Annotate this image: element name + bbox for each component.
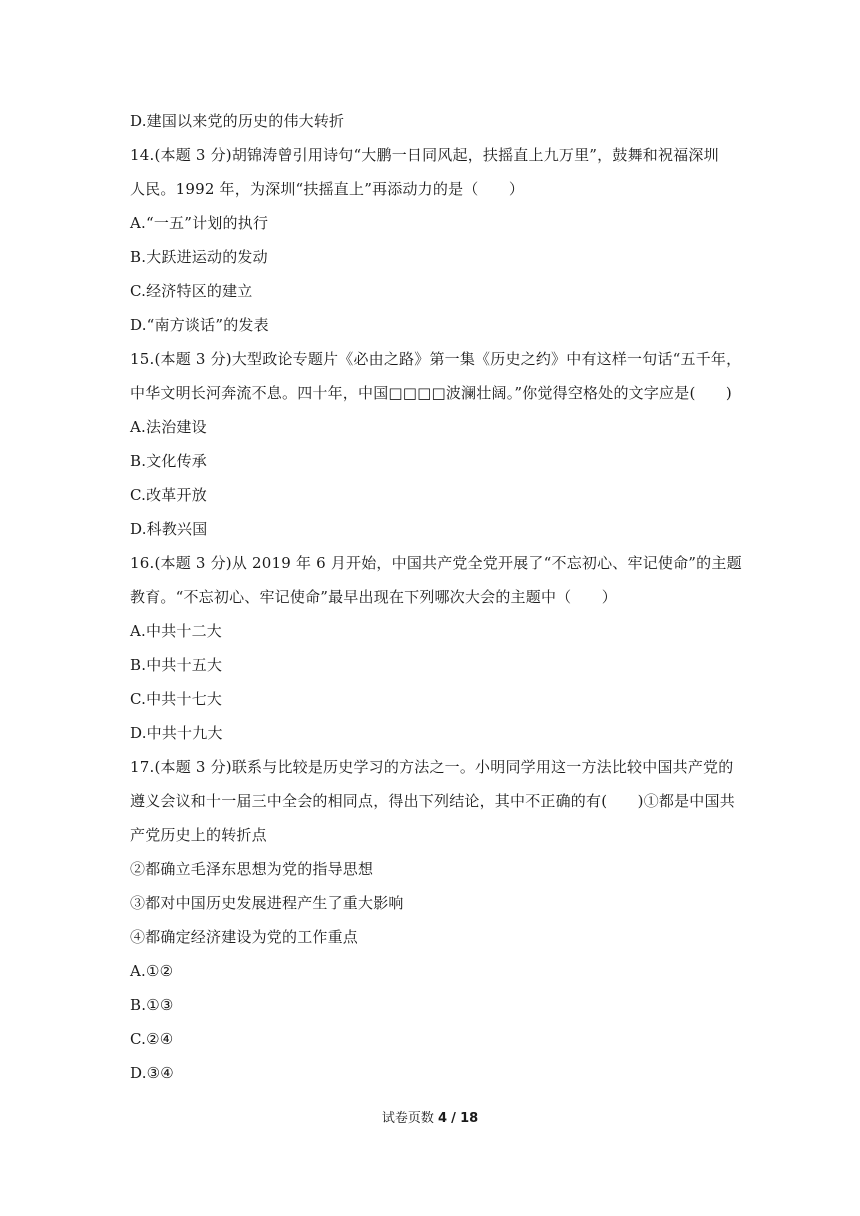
page-footer — [0, 1110, 860, 1128]
question-17-statement-4: ④都确定经济建设为党的工作重点 — [130, 928, 359, 946]
question-17-stem-line-1: 17.(本题 3 分)联系与比较是历史学习的方法之一。小明同学用这一方法比较中国共产党的 — [130, 758, 734, 776]
question-16-stem-line-1: 16.(本题 3 分)从 2019 年 6 月开始，中国共产党全党开展了“不忘初心、牢记使命”的主题 — [130, 554, 742, 572]
option-14-a: A.“一五”计划的执行 — [130, 214, 269, 232]
option-13-d: D.建国以来党的历史的伟大转折 — [130, 112, 345, 130]
footer-page-total: 18 — [460, 1111, 479, 1126]
option-16-b: B.中共十五大 — [130, 656, 223, 674]
option-14-b: B.大跃进运动的发动 — [130, 248, 268, 266]
option-14-c: C.经济特区的建立 — [130, 282, 253, 300]
option-16-a: A.中共十二大 — [130, 622, 223, 640]
footer-label: 试卷页数 — [381, 1111, 434, 1126]
option-15-b: B.文化传承 — [130, 452, 207, 470]
option-17-a: A.①② — [130, 962, 174, 980]
footer-page-current: 4 — [437, 1111, 448, 1126]
question-17-statement-3: ③都对中国历史发展进程产生了重大影响 — [130, 894, 404, 912]
question-17-stem-line-3: 产党历史上的转折点 — [130, 826, 267, 844]
footer-page-separator: / — [451, 1111, 456, 1126]
question-14-stem-line-2: 人民。1992 年，为深圳“扶摇直上”再添动力的是（ ） — [130, 180, 525, 198]
option-17-d: D.③④ — [130, 1064, 174, 1082]
option-16-c: C.中共十七大 — [130, 690, 223, 708]
question-15-stem-line-2: 中华文明长河奔流不息。四十年，中国□□□□波澜壮阔。”你觉得空格处的文字应是( ) — [130, 384, 732, 402]
option-14-d: D.“南方谈话”的发表 — [130, 316, 269, 334]
option-15-d: D.科教兴国 — [130, 520, 208, 538]
option-16-d: D.中共十九大 — [130, 724, 223, 742]
question-14-stem-line-1: 14.(本题 3 分)胡锦涛曾引用诗句“大鹏一日同风起，扶摇直上九万里”，鼓舞和祝福深圳 — [130, 146, 719, 164]
question-15-stem-line-1: 15.(本题 3 分)大型政论专题片《必由之路》第一集《历史之约》中有这样一句话“五千年， — [130, 350, 742, 368]
option-15-c: C.改革开放 — [130, 486, 207, 504]
question-16-stem-line-2: 教育。“不忘初心、牢记使命”最早出现在下列哪次大会的主题中（ ） — [130, 588, 617, 606]
option-17-b: B.①③ — [130, 996, 174, 1014]
option-15-a: A.法治建设 — [130, 418, 207, 436]
question-17-stem-line-2: 遵义会议和十一届三中全会的相同点，得出下列结论，其中不正确的有( )①都是中国共 — [130, 792, 735, 810]
option-17-c: C.②④ — [130, 1030, 174, 1048]
question-17-statement-2: ②都确立毛泽东思想为党的指导思想 — [130, 860, 374, 878]
